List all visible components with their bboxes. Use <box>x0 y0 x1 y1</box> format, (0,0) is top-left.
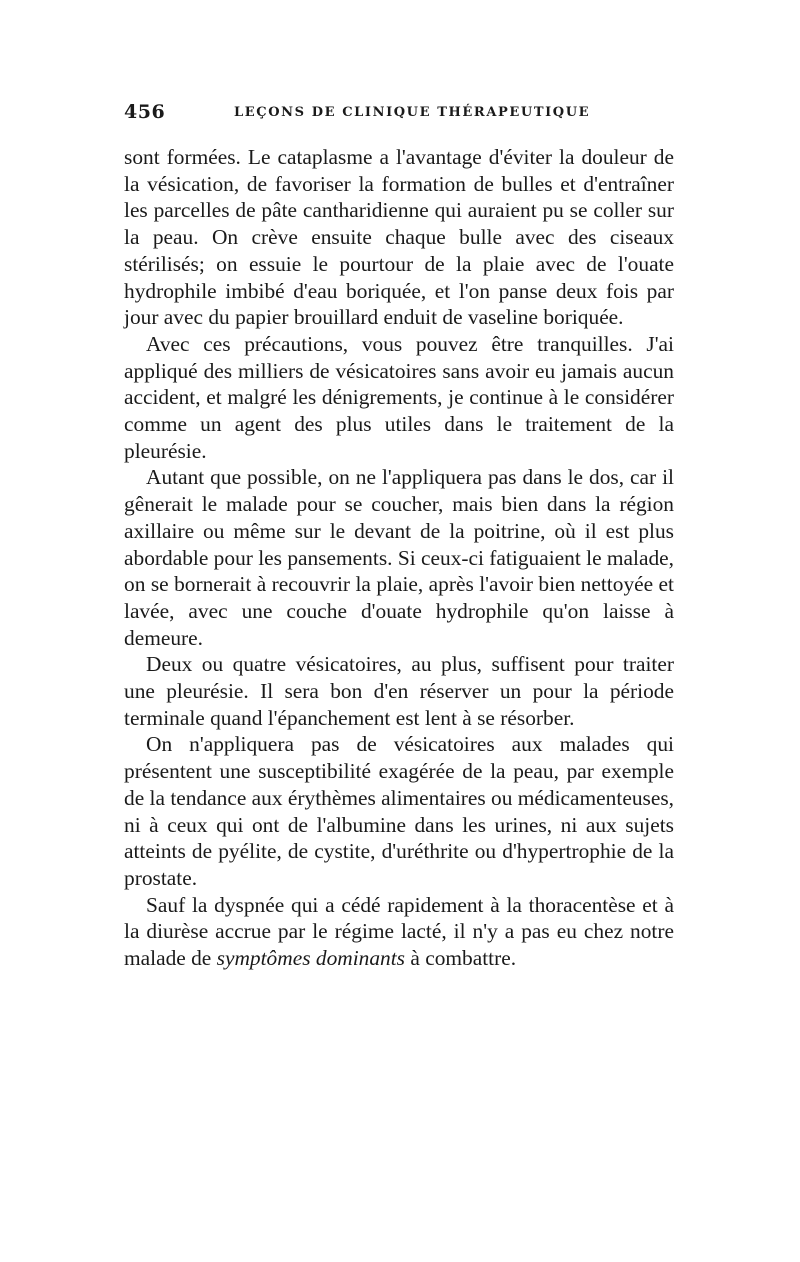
page-number: 456 <box>124 101 166 123</box>
paragraph-6 <box>124 892 674 972</box>
page-header <box>124 101 674 131</box>
paragraph-6-start: Sauf la dyspnée qui a cédé rapidement à la thoracentèse et à la diurèse accrue par le régime lacté, il n'y a pas eu chez notre malade de <box>124 892 674 971</box>
paragraph-4: Deux ou quatre vésicatoires, au plus, suffisent pour traiter une pleurésie. Il sera bon d'en réserver un pour la période terminale quand l'épanchement est lent à se résorber. <box>124 652 674 730</box>
paragraph-2: Avec ces précautions, vous pouvez être tranquilles. J'ai appliqué des milliers de vésicatoires sans avoir eu jamais aucun accident, et malgré les dénigrements, je continue à le considérer comme un agent des plus utiles dans le traitement de la pleurésie. <box>124 331 674 463</box>
paragraph-3: Autant que possible, on ne l'appliquera pas dans le dos, car il gênerait le malade pour se coucher, mais bien dans la région axillaire ou même sur le devant de la poitrine, où il est plus abordable pour les pansements. Si ceux-ci fatiguaient le malade, on se bornerait à recouvrir la plaie, après l'avoir bien nettoyée et lavée, avec une couche d'ouate hydrophile qu'on laisse à demeure. <box>124 465 675 650</box>
paragraph-5: On n'appliquera pas de vésicatoires aux malades qui présentent une susceptibilité exagérée de la peau, par exemple de la tendance aux érythèmes alimentaires ou médicamenteuses, ni à ceux qui ont de l'albumine dans les urines, ni aux sujets atteints de pyélite, de cystite, d'uréthrite ou d'hypertrophie de la prostate. <box>124 732 674 890</box>
italic-phrase: symptômes dominants <box>216 946 406 971</box>
paragraph-1: sont formées. Le cataplasme a l'avantage d'éviter la douleur de la vésication, de favoriser la formation de bulles et d'entraîner les parcelles de pâte cantharidienne qui auraient pu se coller sur la peau. On crève ensuite chaque bulle avec des ciseaux stérilisés; on essuie le pourtour de la plaie avec de l'ouate hydrophile imbibé d'eau boriquée, et l'on panse deux fois par jour avec du papier brouillard enduit de vaseline boriquée. <box>124 145 674 330</box>
body-text <box>124 144 674 972</box>
paragraph-6-end: à combattre. <box>405 946 517 971</box>
running-title: LEÇONS DE CLINIQUE THÉRAPEUTIQUE <box>234 105 591 120</box>
